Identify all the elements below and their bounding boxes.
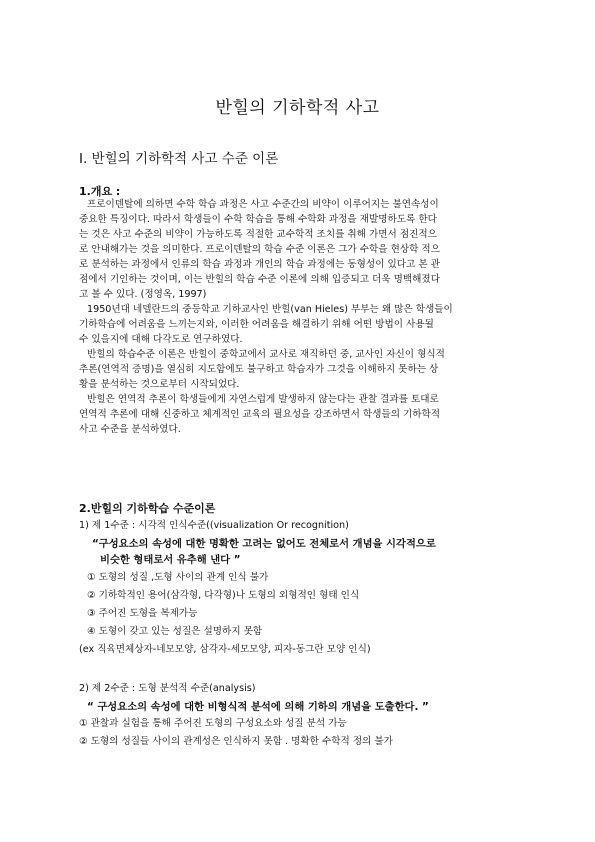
- paragraph-line: 연역적 추론에 대해 신중하고 체계적인 교육의 필요성을 강조하면서 학생들의 기하학적: [79, 409, 441, 420]
- section-heading: Ⅰ. 반힐의 기하학적 사고 수준 이론: [79, 151, 279, 167]
- page-title: 반힐의 기하학적 사고: [215, 98, 380, 118]
- level2-quote: “ 구성요소의 속성에 대한 비형식적 분석에 의해 기하의 개념을 도출한다. ”: [87, 701, 429, 713]
- level1-item: ① 도형의 성질 ,도형 사이의 관계 인식 불가: [87, 572, 269, 583]
- level2-item: ② 도형의 성질들 사이의 관계성은 인식하지 못함 . 명확한 수학적 정의 불가: [79, 736, 393, 747]
- level1-quote: 비슷한 형태로서 유추해 낸다 ”: [100, 554, 241, 566]
- paragraph-line: 프로이덴탈에 의하면 수학 학습 과정은 사고 수준간의 비약이 이루어지는 불연속성이: [87, 199, 439, 210]
- paragraph-line: 점에서 기인하는 것이며, 이는 반힐의 학습 수준 이론에 의해 입증되고 더욱 명백해졌다: [79, 274, 440, 285]
- level1-example: (ex 직육면체상자-네모모양, 삼각자-세모모양, 피자-동그란 모양 인식): [79, 644, 371, 655]
- paragraph-line: 수 있을지에 대해 다각도로 연구하였다.: [79, 334, 243, 345]
- paragraph-line: 황을 분석하는 것으로부터 시작되었다.: [79, 379, 240, 390]
- paragraph-line: 로 분석하는 과정에서 인류의 학습 과정과 개인의 학습 과정에는 동형성이 있다고 본 관: [79, 259, 440, 270]
- paragraph-line: 추론(연역적 증명)을 열심히 지도함에도 불구하고 학습자가 그것을 이해하지 못하는 상: [79, 364, 439, 375]
- level1-item: ② 기하학적인 용어(삼각형, 다각형)나 도형의 외형적인 형태 인식: [87, 590, 360, 601]
- level2-item: ① 관찰과 실험을 통해 주어진 도형의 구성요소와 성질 분석 가능: [79, 718, 347, 729]
- paragraph-line: 중요한 특징이다. 따라서 학생들이 수학 학습을 통해 수학화 과정을 재발명하도록 한다: [79, 214, 437, 225]
- level1-heading: 1) 제 1수준 : 시각적 인식수준((visualization Or recognition): [79, 520, 349, 531]
- level1-item: ④ 도형이 갖고 있는 성질은 설명하지 못함: [87, 626, 263, 637]
- theory-heading: 2.반힐의 기하학습 수준이론: [79, 502, 216, 515]
- overview-heading: 1.개요 :: [79, 185, 121, 198]
- paragraph-line: 고 볼 수 있다. (정영옥, 1997): [79, 289, 207, 300]
- level1-item: ③ 주어진 도형을 복제가능: [87, 608, 198, 619]
- paragraph-line: 반힐은 연역적 추론이 학생들에게 자연스럽게 발생하지 않는다는 관찰 결과를 토대로: [87, 394, 439, 405]
- paragraph-line: 는 것은 사고 수준의 비약이 가능하도록 적절한 교수학적 조치를 취해 가면서 점진적으: [79, 229, 437, 240]
- paragraph-line: 반힐의 학습수준 이론은 반힐이 중학교에서 교사로 재직하던 중, 교사인 자신이 형식적: [87, 349, 445, 360]
- level1-quote: “구성요소의 속성에 대한 명확한 고려는 없어도 전체로서 개념을 시각적으로: [92, 538, 436, 550]
- paragraph-line: 로 안내해가는 것을 의미한다. 프로이덴탈의 학습 수준 이론은 그가 수학을 현상학 적으: [79, 244, 440, 255]
- paragraph-line: 기하학습에 어려움을 느끼는지와, 이러한 어려움을 해결하기 위해 어떤 방법이 사용될: [79, 319, 434, 330]
- paragraph-line: 1950년대 네델란드의 중등학교 기하교사인 반힐(van Hieles) 부부는 왜 많은 학생들이: [87, 304, 453, 315]
- level2-heading: 2) 제 2수준 : 도형 분석적 수준(analysis): [79, 683, 256, 694]
- paragraph-line: 사고 수준을 분석하였다.: [79, 424, 181, 435]
